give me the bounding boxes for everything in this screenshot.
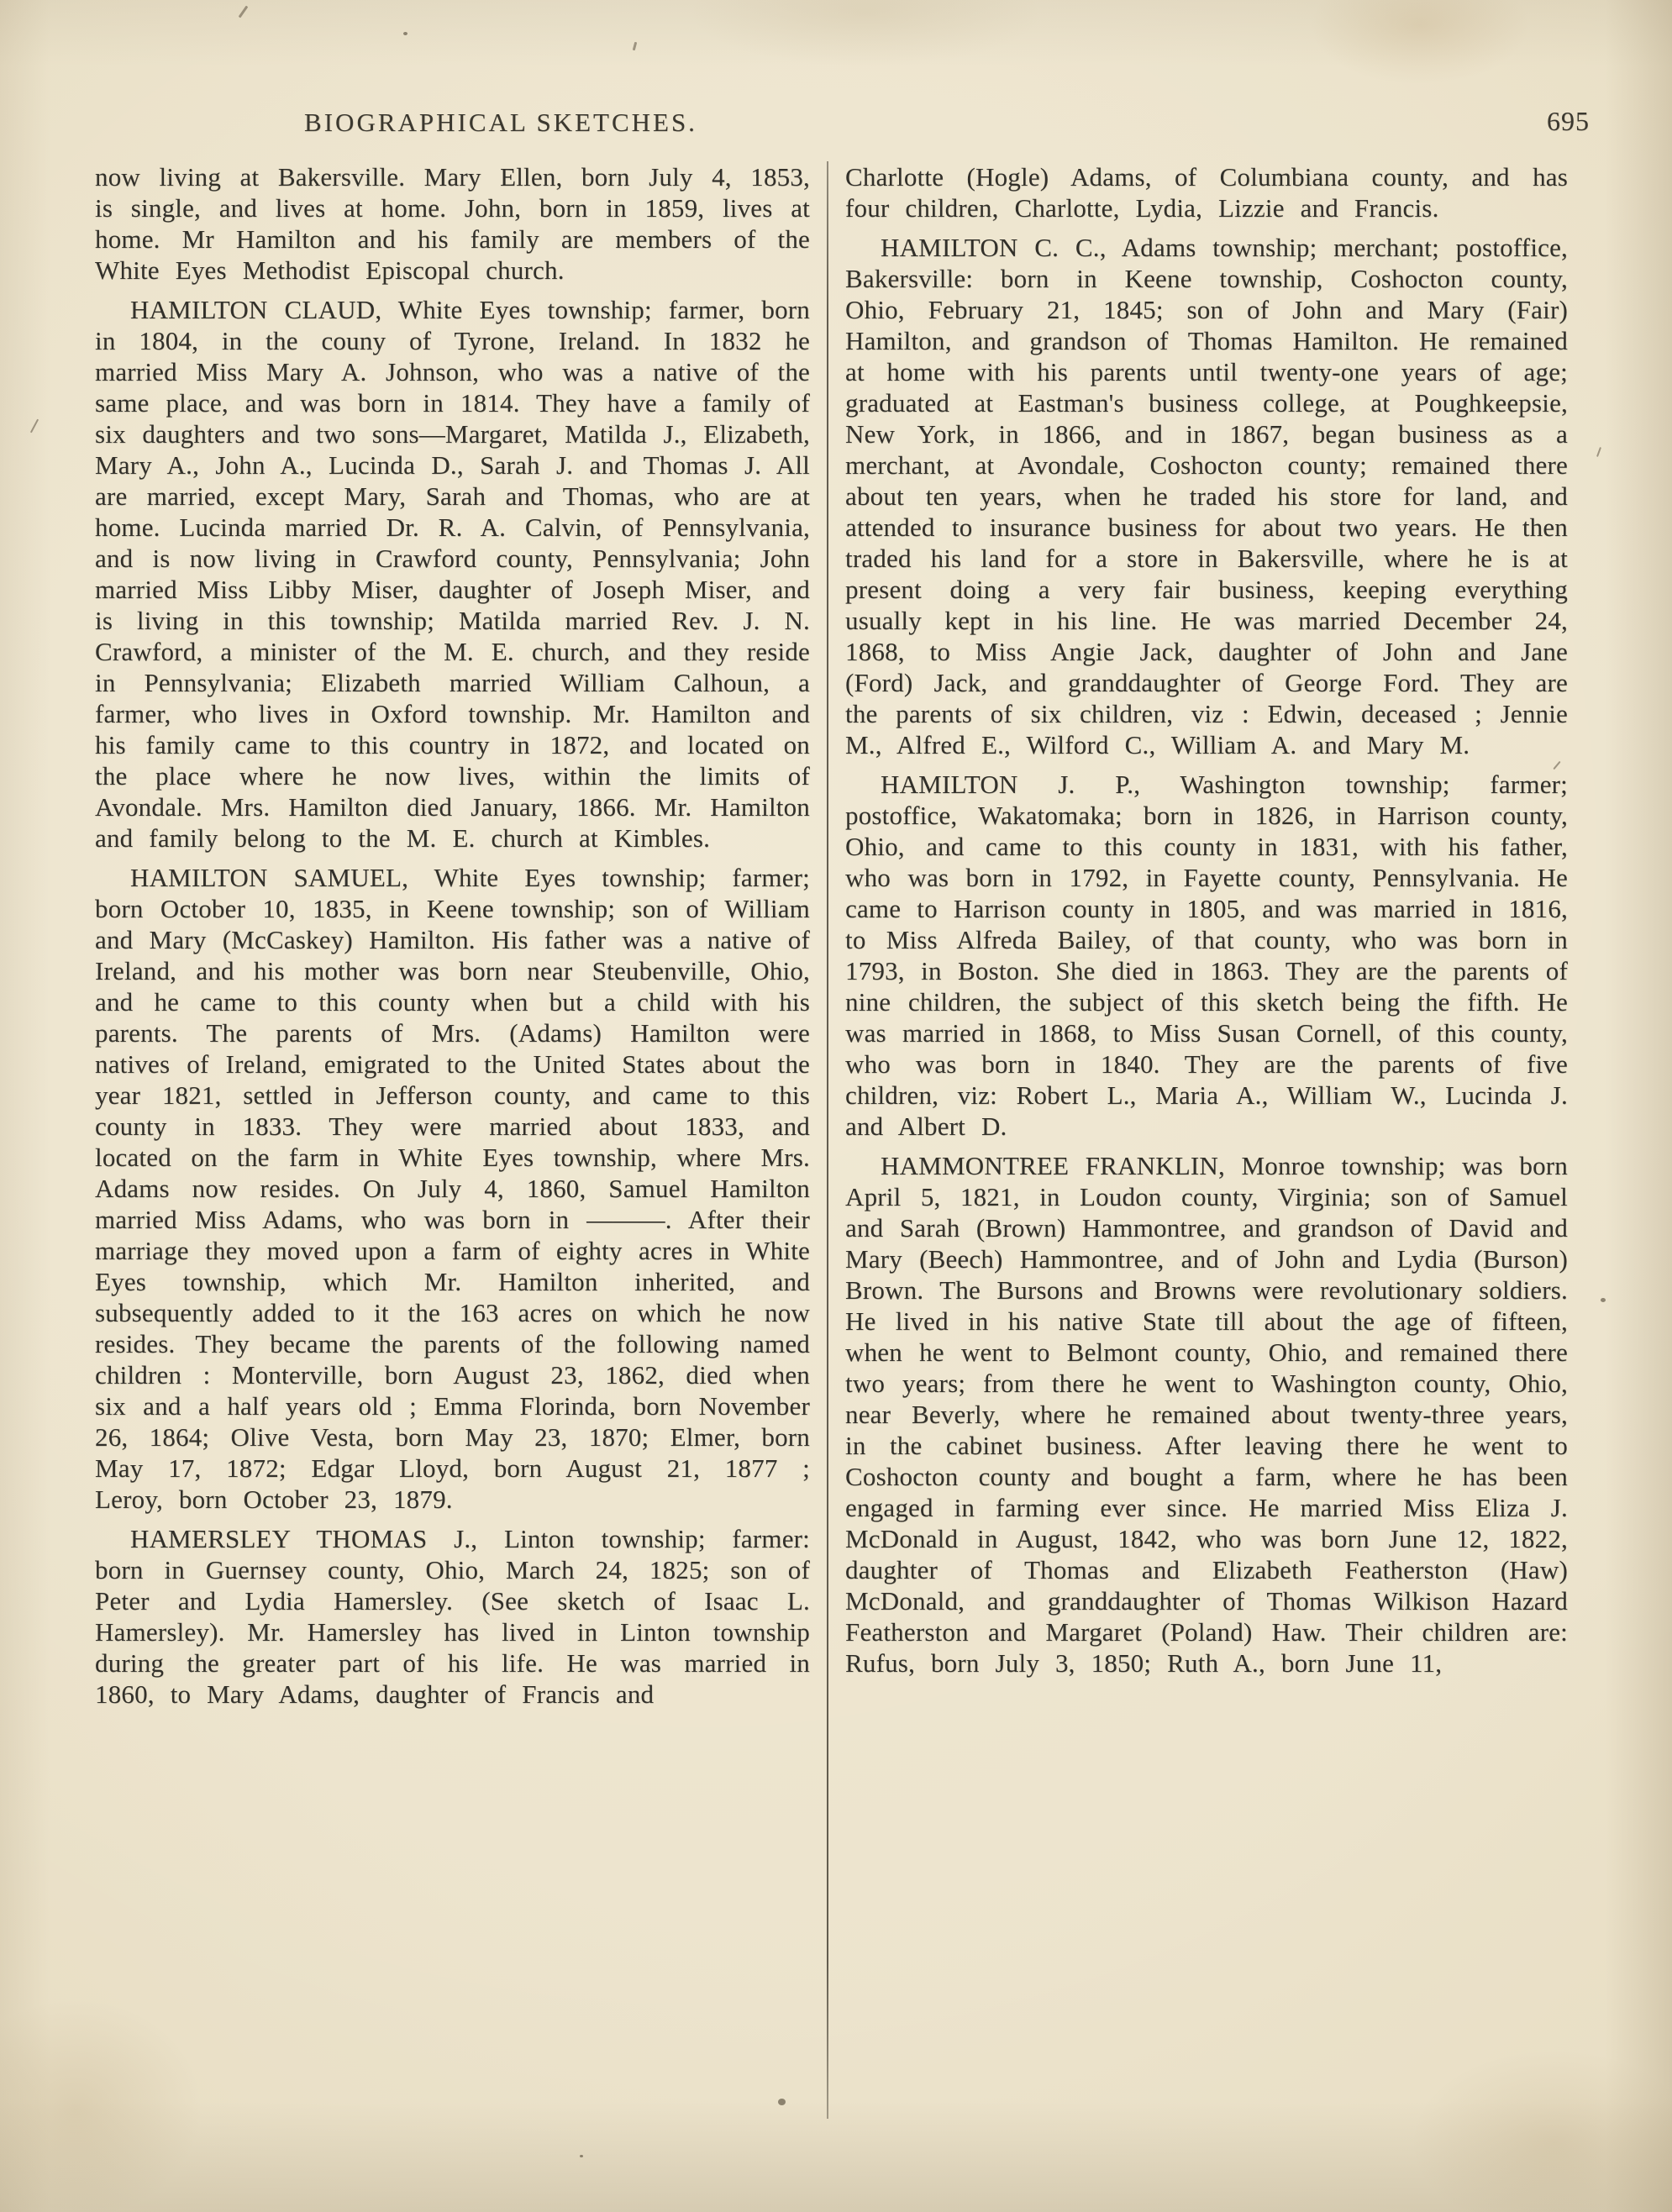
paper-speck xyxy=(30,419,39,433)
right-column xyxy=(845,161,1568,1687)
entry-hamilton-samuel: HAMILTON SAMUEL, White Eyes township; farmer; born October 10, 1835, in Keene township; son of William and Mary (McCaskey) Hamilton. His father was a native of Ireland, and his mother was born near Steubenville, Ohio, and he came to this county when but a child with his parents. The parents of Mrs. (Adams) Hamilton were natives of Ireland, emigrated to the United States about the year 1821, settled in Jefferson county, and came to this county in 1833. They were married about 1833, and located on the farm in White Eyes township, where Mrs. Adams now resides. On July 4, 1860, Samuel Hamilton married Miss Adams, who was born in ———. After their marriage they moved upon a farm of eighty acres in White Eyes township, which Mr. Hamilton inherited, and subsequently added to it the 163 acres on which he now resides. They became the parents of the following named children : Monterville, born August 23, 1862, died when six and a half years old ; Emma Florinda, born November 26, 1864; Olive Vesta, born May 23, 1870; Elmer, born May 17, 1872; Edgar Lloyd, born August 21, 1877 ; Leroy, born October 23, 1879. xyxy=(95,863,810,1514)
paper-speck xyxy=(1601,1298,1606,1302)
left-column xyxy=(95,161,810,1718)
entry-hammontree-franklin: HAMMONTREE FRANKLIN, Monroe township; was born April 5, 1821, in Loudon county, Virginia; son of Samuel and Sarah (Brown) Hammontree, and grandson of David and Mary (Beech) Hammontree, and of John and Lydia (Burson) Brown. The Bursons and Browns were revolutionary soldiers. He lived in his native State till about the age of fifteen, when he went to Belmont county, Ohio, and remained there two years; from there he went to Washington county, Ohio, near Beverly, where he remained about twenty-three years, in the cabinet business. After leaving there he went to Coshocton county and bought a farm, where he has been engaged in farming ever since. He married Miss Eliza J. McDonald in August, 1842, who was born June 12, 1822, daughter of Thomas and Elizabeth Featherston (Haw) McDonald, and granddaughter of Thomas Wilkison Hazard Featherston and Margaret (Poland) Haw. Their children are: Rufus, born July 3, 1850; Ruth A., born June 11, xyxy=(845,1151,1568,1678)
entry-hamilton-j-p: HAMILTON J. P., Washington township; farmer; postoffice, Wakatomaka; born in 1826, in Harrison county, Ohio, and came to this county in 1831, with his father, who was born in 1792, in Fayette county, Pennsylvania. He came to Harrison county in 1805, and was married in 1816, to Miss Alfreda Bailey, of that county, who was born in 1793, in Boston. She died in 1863. They are the parents of nine children, the subject of this sketch being the fifth. He was married in 1868, to Miss Susan Cornell, of this county, who was born in 1840. They are the parents of five children, viz: Robert L., Maria A., William W., Lucinda J. and Albert D. xyxy=(845,770,1568,1141)
paper-speck xyxy=(580,2155,583,2157)
entry-hamersley-thomas: HAMERSLEY THOMAS J., Linton township; farmer: born in Guernsey county, Ohio, March 24, 1825; son of Peter and Lydia Hamersley. (See sketch of Isaac L. Hamersley). Mr. Hamersley has lived in Linton township during the greater part of his life. He was married in 1860, to Mary Adams, daughter of Francis and xyxy=(95,1524,810,1709)
page-title: BIOGRAPHICAL SKETCHES. xyxy=(304,108,697,137)
entry-hamilton-c-c: HAMILTON C. C., Adams township; merchant; postoffice, Bakersville: born in Keene township, Coshocton county, Ohio, February 21, 1845; son of John and Mary (Fair) Hamilton, and grandson of Thomas Hamilton. He remained at home with his parents until twenty-one years of age; graduated at Eastman's business college, at Poughkeepsie, New York, in 1866, and in 1867, began business as a merchant, at Avondale, Coshocton county; remained there about ten years, when he traded his store for land, and attended to insurance business for about two years. He then traded his land for a store in Bakersville, where he is at present doing a very fair business, keeping everything usually kept in his line. He was married December 24, 1868, to Miss Angie Jack, daughter of John and Jane (Ford) Jack, and granddaughter of George Ford. They are the parents of six children, viz : Edwin, deceased ; Jennie M., Alfred E., Wilford C., William A. and Mary M. xyxy=(845,233,1568,759)
paragraph-continuation-left: now living at Bakersville. Mary Ellen, born July 4, 1853, is single, and lives at home. John, born in 1859, lives at home. Mr Hamilton and his family are members of the White Eyes Methodist Episcopal church. xyxy=(95,162,810,285)
page-number: 695 xyxy=(1547,106,1590,136)
running-head xyxy=(0,0,1672,151)
column-divider xyxy=(827,161,828,2119)
paragraph-continuation-right: Charlotte (Hogle) Adams, of Columbiana county, and has four children, Charlotte, Lydia, Lizzie and Francis. xyxy=(845,162,1568,223)
paper-speck xyxy=(1596,447,1601,457)
text-columns xyxy=(95,161,1569,2119)
entry-hamilton-claud: HAMILTON CLAUD, White Eyes township; farmer, born in 1804, in the couny of Tyrone, Ireland. In 1832 he married Miss Mary A. Johnson, who was a native of the same place, and was born in 1814. They have a family of six daughters and two sons—Margaret, Matilda J., Elizabeth, Mary A., John A., Lucinda D., Sarah J. and Thomas J. All are married, except Mary, Sarah and Thomas, who are at home. Lucinda married Dr. R. A. Calvin, of Pennsylvania, and is now living in Crawford county, Pennsylvania; John married Miss Libby Miser, daughter of Joseph Miser, and is living in this township; Matilda married Rev. J. N. Crawford, a minister of the M. E. church, and they reside in Pennsylvania; Elizabeth married William Calhoun, a farmer, who lives in Oxford township. Mr. Hamilton and his family came to this country in 1872, and located on the place where he now lives, within the limits of Avondale. Mrs. Hamilton died January, 1866. Mr. Hamilton and family belong to the M. E. church at Kimbles. xyxy=(95,295,810,853)
